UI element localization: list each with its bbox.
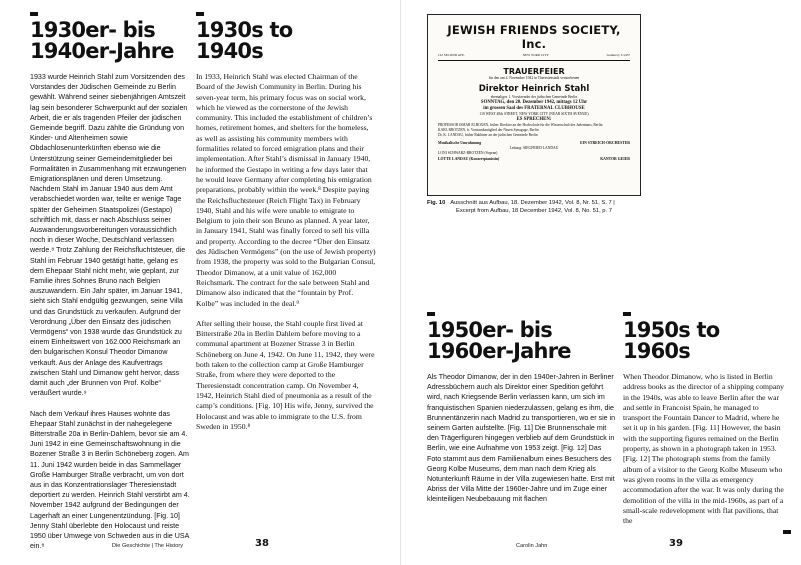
- heading-line: 1960er-Jahre: [427, 339, 571, 363]
- clipping-music: Musikalische Umrahmung EIN STREICH-ORCHESTER: [438, 141, 630, 146]
- clipping-title: JEWISH FRIENDS SOCIETY, Inc.: [447, 23, 621, 51]
- heading-line: 1940er-Jahre: [30, 39, 174, 63]
- newspaper-clipping: [427, 14, 641, 196]
- clipping-street: 110 WEST 48th STREET, NEW YORK CITY (NEAR SIXTH AVENUE): [479, 112, 589, 116]
- page-number: 38: [255, 538, 269, 549]
- clipping-footer: LOTTE LANDAU (Konzertpianistin) KANTOR GEIER: [438, 157, 630, 162]
- clipping-direction: Leitung: SIEGFRIED LANDAU: [509, 146, 559, 151]
- page-number: 39: [669, 538, 683, 549]
- figure-caption: [427, 200, 727, 215]
- heading-en: [623, 320, 783, 362]
- paragraph: Als Theodor Dimanow, der in den 1940er-Jahren in Berliner Adressbüchern auch als Direktor einer Spedition geführt wird, nach Kriegsende Berlin verlassen kann, um sich im franquistischen Spanien niederzulassen, gelang es ihm, die Brunnentänzerin nach Madrid zu transportieren, wo er sie in seinem Garten aufstellte. [Fig. 11] Die Brunnenschale mit den Trägerfiguren hingegen verblieb auf dem Grundstück in Berlin, wie eine Aufnahme von 1953 zeigt. [Fig. 12] Das Foto stammt aus dem Familienalbum eines Besuchers des Georg Kolbe Museums, dem man nach dem Krieg als Notunterkunft Räume in der Villa zugewiesen hatte. Erst mit Abriss der Villa Mitte der 1960er-Jahre und im Zuge einer kleinteiligen Neubebauung mit flachen: [427, 373, 616, 504]
- paragraph: 1933 wurde Heinrich Stahl zum Vorsitzenden des Vorstandes der Jüdischen Gemeinde zu Berlin gewählt. Während seiner siebenjährigen Amtszeit lag sein besonderer Schwerpunkt auf der sozialen Arbeit, die er als tragenden Pfeiler der jüdischen Gemeinde begriff. Dazu zählte die Gründung von Kinder- und Altenheimen sowie Obdachlosenunterkünften ebenso wie die Unterstützung seiner Gemeindemitglieder bei Formalitäten in Zusammenhang mit erzwungenen Emigrationsplänen und deren Umsetzung. Nachdem Stahl im Januar 1940 aus dem Amt verabschiedet worden war, teilte er wenige Tage später der Geheimen Staatspolizei (Gestapo) schriftlich mit, dass er nach Abschluss seiner Auswanderungsvorbereitungen voraussichtlich noch in dieser Woche, Deutschland verlassen werde.⁸ Trotz Zahlung der Reichsfluchtsteuer, die Stahl im Februar 1940 getätigt hatte, gelang es dem Ehepaar Stahl nicht mehr, wie geplant, zur Familie ihres Sohnes Bruno nach Belgien auszuwandern. Ein Jahr später, im Januar 1941, sieht sich Stahl endgültig gezwungen, seine Villa und das Grundstück zu verkaufen. Aufgrund der Verordnung „Über den Einsatz des jüdischen Vermögens“ von 1938 wurde das Grundstück zu einem Einheitswert von 162.000 Reichsmark an den bulgarischen Konsul Theodor Dimanow verkauft. Aus der Anlage des Kaufvertrags zwischen Stahl und Dimanow geht hervor, dass damit auch „der Brunnen von Prof. Kolbe“ veräußert wurde.⁹: [30, 73, 188, 398]
- heading-line: 1940s: [196, 39, 263, 63]
- section-marker: [30, 12, 38, 16]
- section-marker: [196, 12, 204, 16]
- clipping-date: SONNTAG, den 20. Dezember 1942, mittags 12 Uhr: [480, 100, 588, 105]
- paragraph: After selling their house, the Stahl couple first lived at Bitterstraße 20a in Berlin Dahlem before moving to a communal apartment at Bozener Strasse 3 in Berlin Schöneberg on June 4, 1942. On June 11, 1942, they were both taken to the collection camp at Große Hamburger Straße, from where they were deported to the Theresienstadt concentration camp. On November 4, 1942, Heinrich Stahl died of pneumonia as a result of the camp’s conditions. [Fig. 10] His wife, Jenny, survived the Holocaust and was able to immigrate to the U.S. from Sweden in 1950.⁸: [196, 318, 375, 431]
- body-text-de: [427, 372, 617, 525]
- caption-de: Ausschnitt aus Aufbau, 18. Dezember 1942, Vol. 8, Nr. 51, S. 7 |: [450, 200, 615, 206]
- clipping-name: Direktor Heinrich Stahl: [478, 84, 590, 94]
- heading-line: 1950er- bis: [427, 318, 553, 342]
- clipping-address: 122 SECOND AVE. NEW YORK CITY Gramercy 3-5457: [438, 53, 630, 61]
- body-text-en: [623, 372, 785, 527]
- continue-marker: [783, 530, 791, 534]
- heading-line: 1930er- bis: [30, 18, 156, 42]
- clipping-soloist: LONI SCHWARZ-BROTZEN (Sopran): [438, 151, 498, 156]
- running-footer: Carolin Jahn: [516, 543, 548, 549]
- heading-line: 1950s to: [623, 318, 720, 342]
- section-marker: [427, 312, 435, 316]
- left-page: [0, 0, 400, 565]
- right-page: [400, 0, 801, 565]
- clipping-heading: TRAUERFEIER: [503, 67, 565, 76]
- figure-label: Fig. 10: [427, 200, 446, 206]
- running-footer: Die Geschichte | The History: [112, 543, 183, 549]
- heading-en: [196, 20, 376, 62]
- section-marker: [623, 312, 631, 316]
- heading-line: 1960s: [623, 339, 690, 363]
- heading-line: 1930s to: [196, 18, 293, 42]
- paragraph: Nach dem Verkauf ihres Hauses wohnte das Ehepaar Stahl zunächst in der nahegelegene Bitterstraße 20a in Berlin-Dahlem, bevor sie am 4. Juni 1942 in eine Gemeinschaftswohnung in die Bozener Straße 3 in Berlin Schöneberg zogen. Am 11. Juni 1942 wurden beide in das Sammellager Große Hamburger Straße verbracht, um von dort aus in das Konzentrationslager Theresienstadt deportiert zu werden. Heinrich Stahl verstirbt am 4. November 1942 aufgrund der Bedingungen der Lagerhaft an einer Lungenentzündung. [Fig. 10] Jenny Stahl überlebte den Holocaust und reiste 1950 über Umwege von Schweden aus in die USA ein.⁸: [30, 409, 190, 551]
- heading-de: [427, 320, 597, 362]
- heading-de: [30, 20, 190, 62]
- clipping-venue: im grossen Saal des FRATERNAL CLUBHOUSE: [483, 106, 585, 111]
- body-text-en: [196, 72, 376, 532]
- clipping-speakers-heading: ES SPRECHEN:: [516, 117, 552, 122]
- paragraph: In 1933, Heinrich Stahl was elected Chairman of the Board of the Jewish Community in Berlin. During his seven-year term, his primary focus was on social work, which he viewed as the cornerstone of the Jewish community. This included the establishment of children’s homes, retirement homes, and shelters for the homeless, as well as assisting his community members with formalities related to forced emigration plans and their implementation. After Stahl’s dismissal in January 1940, he informed the Gestapo in writing a few days later that he would leave Germany after completing his emigration preparations, probably within the week.⁸ Despite paying the Reichsfluchtsteuer (Reich Flight Tax) in February 1940, Stahl and his wife were unable to emigrate to Belgium to join their son Bruno as planned. A year later, in January 1941, Stahl was finally forced to sell his villa and property. According to the decree “Über den Einsatz des Jüdischen Vermögens” (on the use of Jewish property) from 1938, the property was sold to the Bulgarian Consul, Theodor Dimanow, at a unit value of 162,000 Reichsmark. The contract for the sale between Stahl and Dimanow also indicated that the “fountain by Prof. Kolbe” was included in the deal.⁹: [196, 72, 376, 308]
- clipping-role: ehemaliges 1. Vorsitzender der jüdischen Gemeinde Berlin: [490, 95, 578, 99]
- caption-en: Excerpt from Aufbau, 18 December 1942, Vol. 8, No. 51, p. 7: [456, 207, 612, 214]
- paragraph: When Theodor Dimanow, who is listed in Berlin address books as the director of a shipping company in the 1940s, was able to leave Berlin after the war and settle in Francoist Spain, he managed to transport the Fountain Dancer to Madrid, where he set it up in his garden. [Fig. 11] However, the basin with the supporting figures remained on the Berlin property, as shown in a photograph taken in 1953. [Fig. 12] The photograph stems from the family album of a visitor to the Georg Kolbe Museum who was given rooms in the villa as emergency accommodation after the war. It was only during the demolition of the villa in the mid-1960s, as part of a small-scale redevelopment with flat pavilions, that the: [623, 372, 784, 526]
- clipping-subtitle: für den am 4. November 1942 in Theresienstadt verstorbenen: [488, 76, 580, 80]
- clipping-speakers: PROFESSOR ISMAR ELBOGEN, früher Direktor an der Hochschule für die Wissenschaft des Judentums, Berlin KARL BROTZEN, fr. Vorstandsmitglied der Neuen Synagoge, Berlin Dr. K. LANDAU, früher Rabbiner an der jüdischen Gemeinde Berlin: [438, 123, 603, 137]
